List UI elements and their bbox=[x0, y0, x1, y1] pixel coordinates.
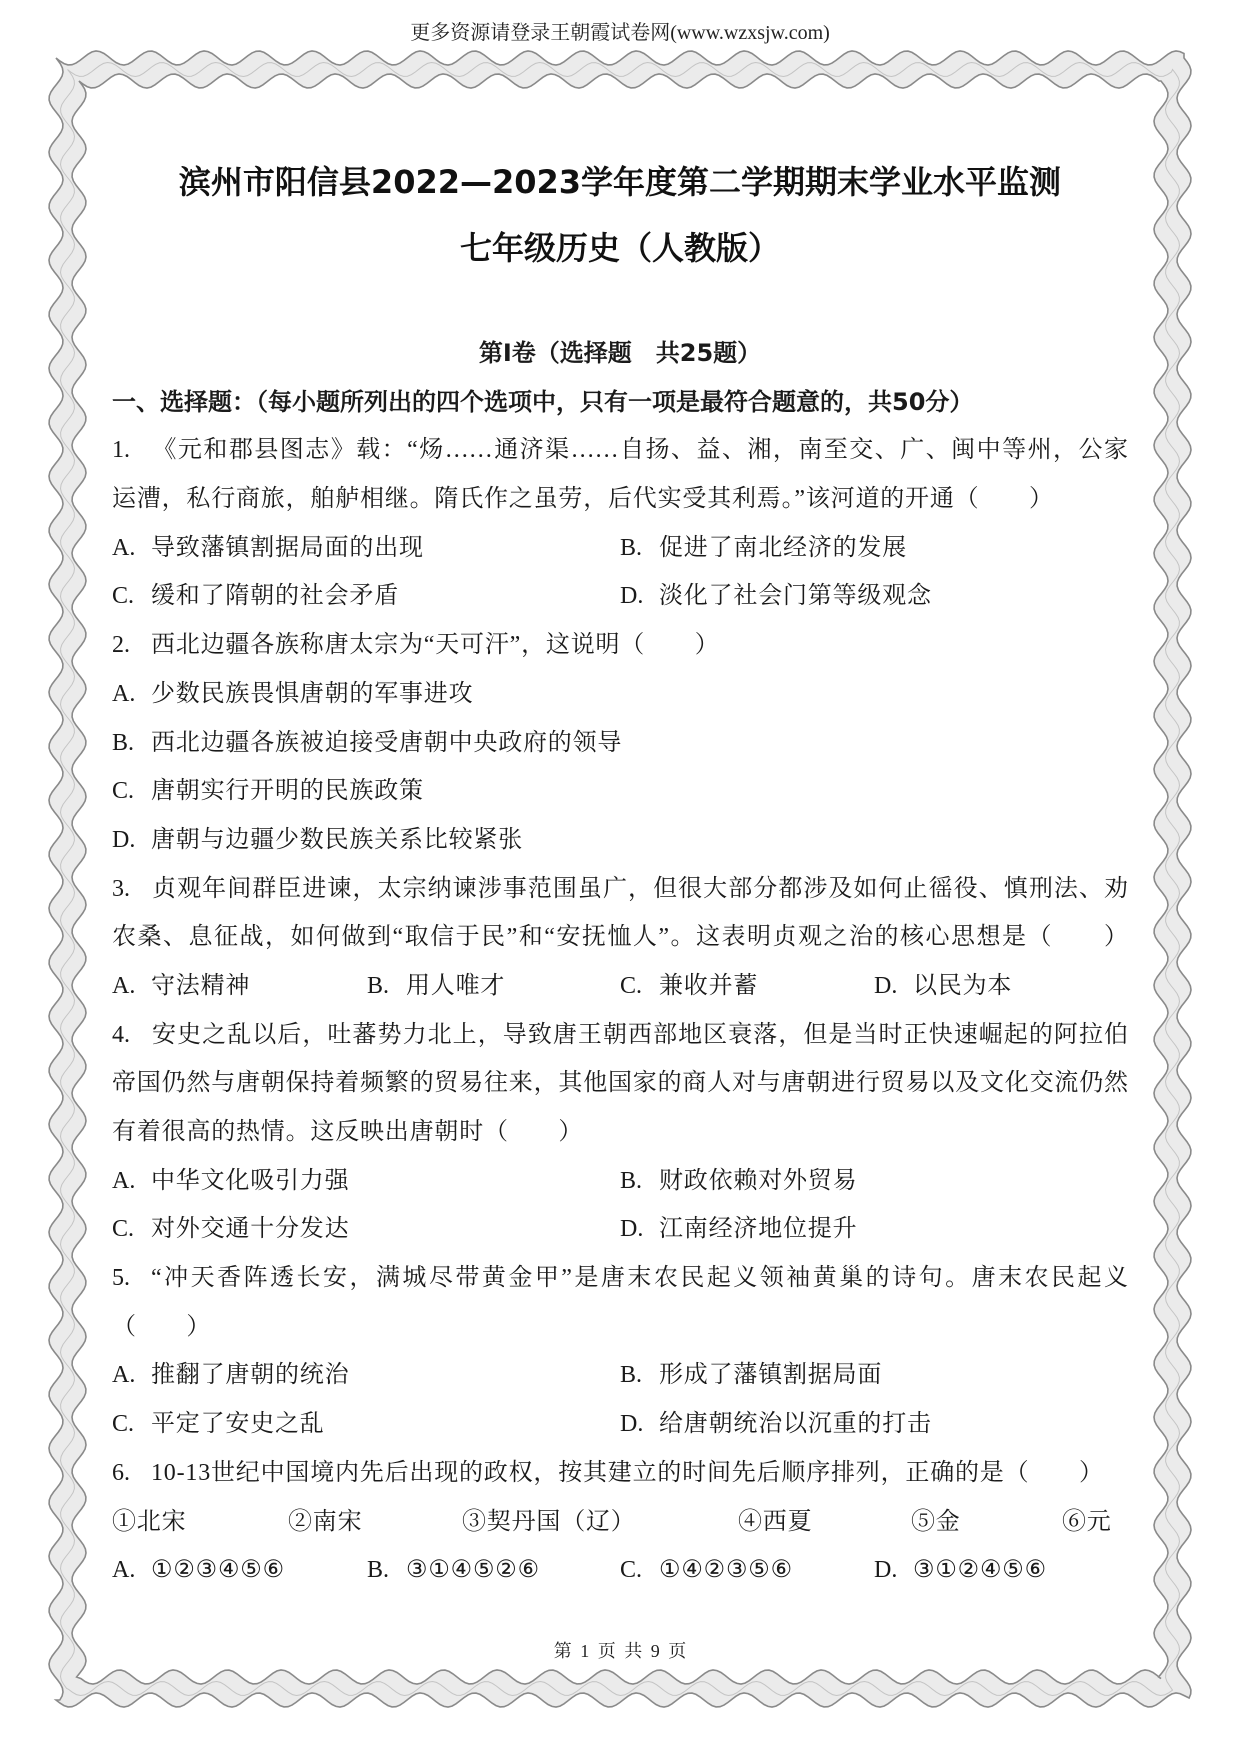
question-1-stem: 运漕，私行商旅，舶舻相继。隋氏作之虽劳，后代实受其利焉。”该河道的开通（ ） bbox=[112, 486, 1054, 513]
option-d bbox=[620, 572, 932, 621]
question-1-options-row-2 bbox=[112, 572, 1128, 621]
option-text: 淡化了社会门第等级观念 bbox=[659, 583, 932, 610]
question-3-line-1 bbox=[112, 865, 1128, 914]
question-1-stem: 《元和郡县图志》载：“炀……通济渠……自扬、益、湘，南至交、广、闽中等州，公家 bbox=[151, 437, 1128, 464]
option-b bbox=[620, 524, 907, 573]
option-label: C. bbox=[620, 972, 643, 999]
option-text: 对外交通十分发达 bbox=[151, 1216, 350, 1243]
option-label: A. bbox=[112, 680, 136, 707]
regime-item: ⑥元 bbox=[1062, 1508, 1112, 1535]
option-c bbox=[112, 572, 399, 621]
question-5-stem: “冲天香阵透长安，满城尽带黄金甲”是唐末农民起义领袖黄巢的诗句。唐末农民起义 bbox=[151, 1265, 1128, 1292]
question-1-line-1 bbox=[112, 426, 1128, 475]
regime-item: ①北宋 bbox=[112, 1508, 187, 1535]
option-text: 西北边疆各族被迫接受唐朝中央政府的领导 bbox=[151, 729, 623, 756]
question-1-line-2 bbox=[112, 475, 1128, 524]
question-2-option-d bbox=[112, 816, 1128, 865]
option-label: A. bbox=[112, 972, 136, 999]
option-d bbox=[620, 1400, 932, 1449]
question-2-option-c bbox=[112, 767, 1128, 816]
option-label: A. bbox=[112, 1167, 136, 1194]
option-c bbox=[112, 1400, 325, 1449]
option-label: C. bbox=[620, 1557, 643, 1584]
question-6-number: 6. bbox=[112, 1459, 130, 1486]
exam-title: 滨州市阳信县2022—2023学年度第二学期期末学业水平监测 bbox=[178, 163, 1062, 201]
question-4-line-2 bbox=[112, 1059, 1128, 1108]
option-a bbox=[112, 524, 424, 573]
option-text: ①②③④⑤⑥ bbox=[151, 1557, 285, 1584]
question-6-line-1 bbox=[112, 1449, 1128, 1498]
option-text: 江南经济地位提升 bbox=[659, 1216, 858, 1243]
question-4-stem: 帝国仍然与唐朝保持着频繁的贸易往来，其他国家的商人对与唐朝进行贸易以及文化交流仍然 bbox=[112, 1070, 1128, 1097]
option-label: B. bbox=[620, 1167, 643, 1194]
option-c bbox=[112, 1205, 349, 1254]
question-2-number: 2. bbox=[112, 632, 130, 659]
question-3-number: 3. bbox=[112, 875, 130, 902]
question-4-options-row-2 bbox=[112, 1205, 1128, 1254]
question-5-number: 5. bbox=[112, 1265, 130, 1292]
option-a bbox=[112, 1157, 349, 1206]
question-5-line-2 bbox=[112, 1303, 1128, 1352]
option-d bbox=[874, 962, 1012, 1011]
option-b bbox=[620, 1351, 882, 1400]
exam-subtitle: 七年级历史（人教版） bbox=[459, 229, 780, 267]
option-d bbox=[874, 1546, 1047, 1595]
option-c bbox=[620, 962, 758, 1011]
option-b bbox=[620, 1157, 857, 1206]
option-label: D. bbox=[874, 1557, 898, 1584]
option-text: 唐朝与边疆少数民族关系比较紧张 bbox=[151, 826, 523, 853]
option-label: D. bbox=[620, 1411, 644, 1438]
exam-content bbox=[112, 329, 1128, 1595]
option-text: 推翻了唐朝的统治 bbox=[151, 1362, 350, 1389]
question-3-stem: 农桑、息征战，如何做到“取信于民”和“安抚恤人”。这表明贞观之治的核心思想是（ ） bbox=[112, 924, 1128, 951]
question-5-options-row-1 bbox=[112, 1351, 1128, 1400]
question-4-stem: 安史之乱以后，吐蕃势力北上，导致唐王朝西部地区衰落，但是当时正快速崛起的阿拉伯 bbox=[151, 1021, 1128, 1048]
question-4-stem: 有着很高的热情。这反映出唐朝时（ ） bbox=[112, 1119, 584, 1145]
option-text: 缓和了隋朝的社会矛盾 bbox=[151, 583, 399, 610]
question-2-stem: 西北边疆各族称唐太宗为“天可汗”，这说明（ ） bbox=[151, 632, 720, 659]
option-label: B. bbox=[112, 729, 135, 756]
option-label: C. bbox=[112, 583, 135, 610]
option-text: 兼收并蓄 bbox=[659, 972, 759, 999]
question-4-options-row-1 bbox=[112, 1157, 1128, 1206]
option-text: 财政依赖对外贸易 bbox=[659, 1167, 858, 1194]
question-3-options-row bbox=[112, 962, 1128, 1011]
question-4-line-1 bbox=[112, 1011, 1128, 1060]
option-text: ③①④⑤②⑥ bbox=[406, 1557, 540, 1584]
question-1-options-row-1 bbox=[112, 524, 1128, 573]
option-d bbox=[620, 1205, 857, 1254]
option-label: A. bbox=[112, 1362, 136, 1389]
option-text: ③①②④⑤⑥ bbox=[913, 1557, 1047, 1584]
option-label: D. bbox=[112, 826, 136, 853]
question-1-number: 1. bbox=[112, 437, 130, 464]
option-text: 促进了南北经济的发展 bbox=[659, 534, 907, 561]
question-5-line-1 bbox=[112, 1254, 1128, 1303]
option-text: 导致藩镇割据局面的出现 bbox=[151, 534, 424, 561]
regime-item: ③契丹国（辽） bbox=[462, 1508, 636, 1535]
option-text: 唐朝实行开明的民族政策 bbox=[151, 778, 424, 805]
question-2-option-b bbox=[112, 719, 1128, 768]
option-label: D. bbox=[620, 583, 644, 610]
question-4-number: 4. bbox=[112, 1021, 130, 1048]
option-label: A. bbox=[112, 1557, 136, 1584]
page-number: 第 1 页 共 9 页 bbox=[553, 1641, 687, 1661]
question-5-options-row-2 bbox=[112, 1400, 1128, 1449]
question-2-option-a bbox=[112, 670, 1128, 719]
option-label: A. bbox=[112, 534, 136, 561]
question-2-line-1 bbox=[112, 621, 1128, 670]
option-label: B. bbox=[620, 534, 643, 561]
option-label: B. bbox=[367, 1557, 390, 1584]
option-a bbox=[112, 1351, 349, 1400]
option-text: ①④②③⑤⑥ bbox=[659, 1557, 793, 1584]
option-label: B. bbox=[367, 972, 390, 999]
regime-item: ②南宋 bbox=[288, 1508, 363, 1535]
regime-item: ④西夏 bbox=[738, 1508, 813, 1535]
option-label: C. bbox=[112, 778, 135, 805]
question-6-options-row bbox=[112, 1546, 1128, 1595]
option-text: 守法精神 bbox=[151, 972, 251, 999]
option-a bbox=[112, 962, 250, 1011]
regime-item: ⑤金 bbox=[911, 1508, 961, 1535]
option-label: C. bbox=[112, 1411, 135, 1438]
question-3-line-2 bbox=[112, 913, 1128, 962]
question-6-items-row bbox=[112, 1498, 1128, 1547]
resource-site-note: 更多资源请登录王朝霞试卷网(www.wzxsjw.com) bbox=[410, 22, 830, 44]
question-5-answer-blank: （ ） bbox=[112, 1313, 212, 1340]
option-text: 形成了藩镇割据局面 bbox=[659, 1362, 883, 1389]
option-label: D. bbox=[874, 972, 898, 999]
option-b bbox=[367, 1546, 540, 1595]
option-text: 以民为本 bbox=[913, 972, 1013, 999]
option-text: 中华文化吸引力强 bbox=[151, 1167, 350, 1194]
option-label: C. bbox=[112, 1216, 135, 1243]
option-text: 用人唯才 bbox=[406, 972, 506, 999]
part-heading: 第Ⅰ卷（选择题 共25题） bbox=[478, 339, 762, 367]
section-heading: 一、选择题：（每小题所列出的四个选项中，只有一项是最符合题意的，共50分） bbox=[112, 387, 974, 416]
option-text: 给唐朝统治以沉重的打击 bbox=[659, 1411, 932, 1438]
question-4-line-3 bbox=[112, 1108, 1128, 1157]
option-a bbox=[112, 1546, 285, 1595]
option-label: D. bbox=[620, 1216, 644, 1243]
option-text: 少数民族畏惧唐朝的军事进攻 bbox=[151, 680, 474, 707]
option-b bbox=[367, 962, 505, 1011]
option-text: 平定了安史之乱 bbox=[151, 1411, 325, 1438]
option-label: B. bbox=[620, 1362, 643, 1389]
option-c bbox=[620, 1546, 793, 1595]
question-6-stem: 10-13世纪中国境内先后出现的政权，按其建立的时间先后顺序排列，正确的是（ ） bbox=[151, 1459, 1104, 1486]
question-3-stem: 贞观年间群臣进谏，太宗纳谏涉事范围虽广，但很大部分都涉及如何止徭役、慎刑法、劝 bbox=[151, 875, 1128, 902]
